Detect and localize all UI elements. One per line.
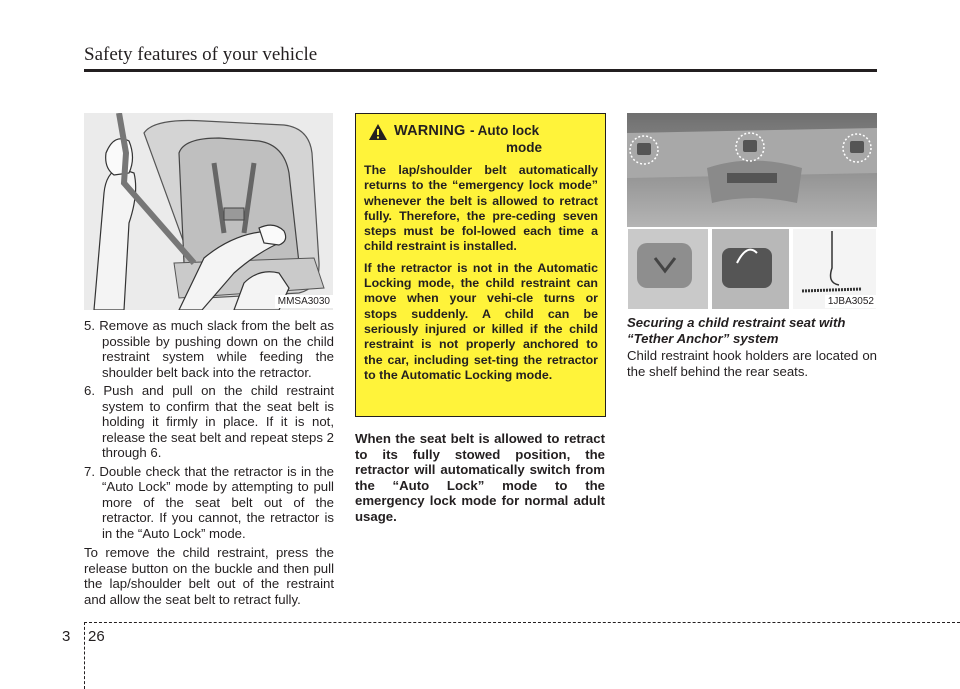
footer-rule (84, 622, 960, 623)
auto-lock-release-paragraph: When the seat belt is allowed to retract to its fully stowed position, the retractor will automatically switch from the “Auto Lock” mode to the emergency lock mode for normal adult usage. (355, 431, 605, 524)
section-heading-line-1: Securing a child restraint seat with (627, 315, 846, 330)
step-6: 6. Push and pull on the child restraint system to confirm that the seat belt is holding it firmly in place. If it is not, release the seat belt and repeat steps 2 through 6. (84, 383, 334, 460)
middle-column (355, 431, 605, 524)
figure-caption-right: 1JBA3052 (825, 295, 877, 308)
warning-triangle-icon (368, 123, 388, 141)
warning-header (368, 122, 598, 155)
chapter-number: 3 (62, 628, 71, 645)
header-rule (84, 69, 877, 72)
header-title: Safety features of your vehicle (84, 44, 318, 65)
removal-paragraph: To remove the child restraint, press the release button on the buckle and then pull the lap/shoulder belt out of the restraint and allow the seat belt to retract fully. (84, 545, 334, 607)
figure-caption-left: MMSA3030 (275, 295, 333, 308)
tether-paragraph: Child restraint hook holders are located on the shelf behind the rear seats. (627, 348, 877, 379)
tether-anchor-photo (627, 113, 877, 310)
warning-paragraph-2: If the retractor is not in the Automatic Locking mode, the child restraint can move when your vehi-cle turns or stops suddenly. A child can be seriously injured or killed if the child restraint is not properly anchored to the car, including set-ting the retractor to the Automatic Locking mode. (364, 260, 598, 382)
left-column (84, 318, 334, 607)
tether-anchor-drawing (627, 113, 877, 310)
section-heading-line-2: “Tether Anchor” system (627, 330, 779, 346)
right-column (627, 315, 877, 379)
page-number: 26 (88, 628, 105, 645)
warning-subtitle-1: - Auto lock (469, 123, 540, 138)
warning-title (394, 122, 542, 155)
child-seat-illustration (84, 113, 333, 310)
warning-paragraph-1: The lap/shoulder belt automatically returns to the “emergency lock mode” whenever the belt is allowed to retract fully. Therefore, the pre-ceding seven steps must be fol-lowed each time a child restraint is installed. (364, 163, 598, 254)
warning-box (355, 113, 606, 417)
warning-label: WARNING (394, 123, 466, 139)
child-seat-drawing (84, 113, 333, 310)
step-5: 5. Remove as much slack from the belt as possible by pushing down on the child restraint system while feeding the shoulder belt back into the retractor. (84, 318, 334, 380)
step-7: 7. Double check that the retractor is in the “Auto Lock” mode by attempting to pull more of the seat belt out of the retractor. If you cannot, the retractor is in the “Auto Lock” mode. (84, 463, 334, 541)
warning-subtitle-2: mode (506, 140, 543, 155)
footer-vertical-rule (84, 622, 85, 689)
